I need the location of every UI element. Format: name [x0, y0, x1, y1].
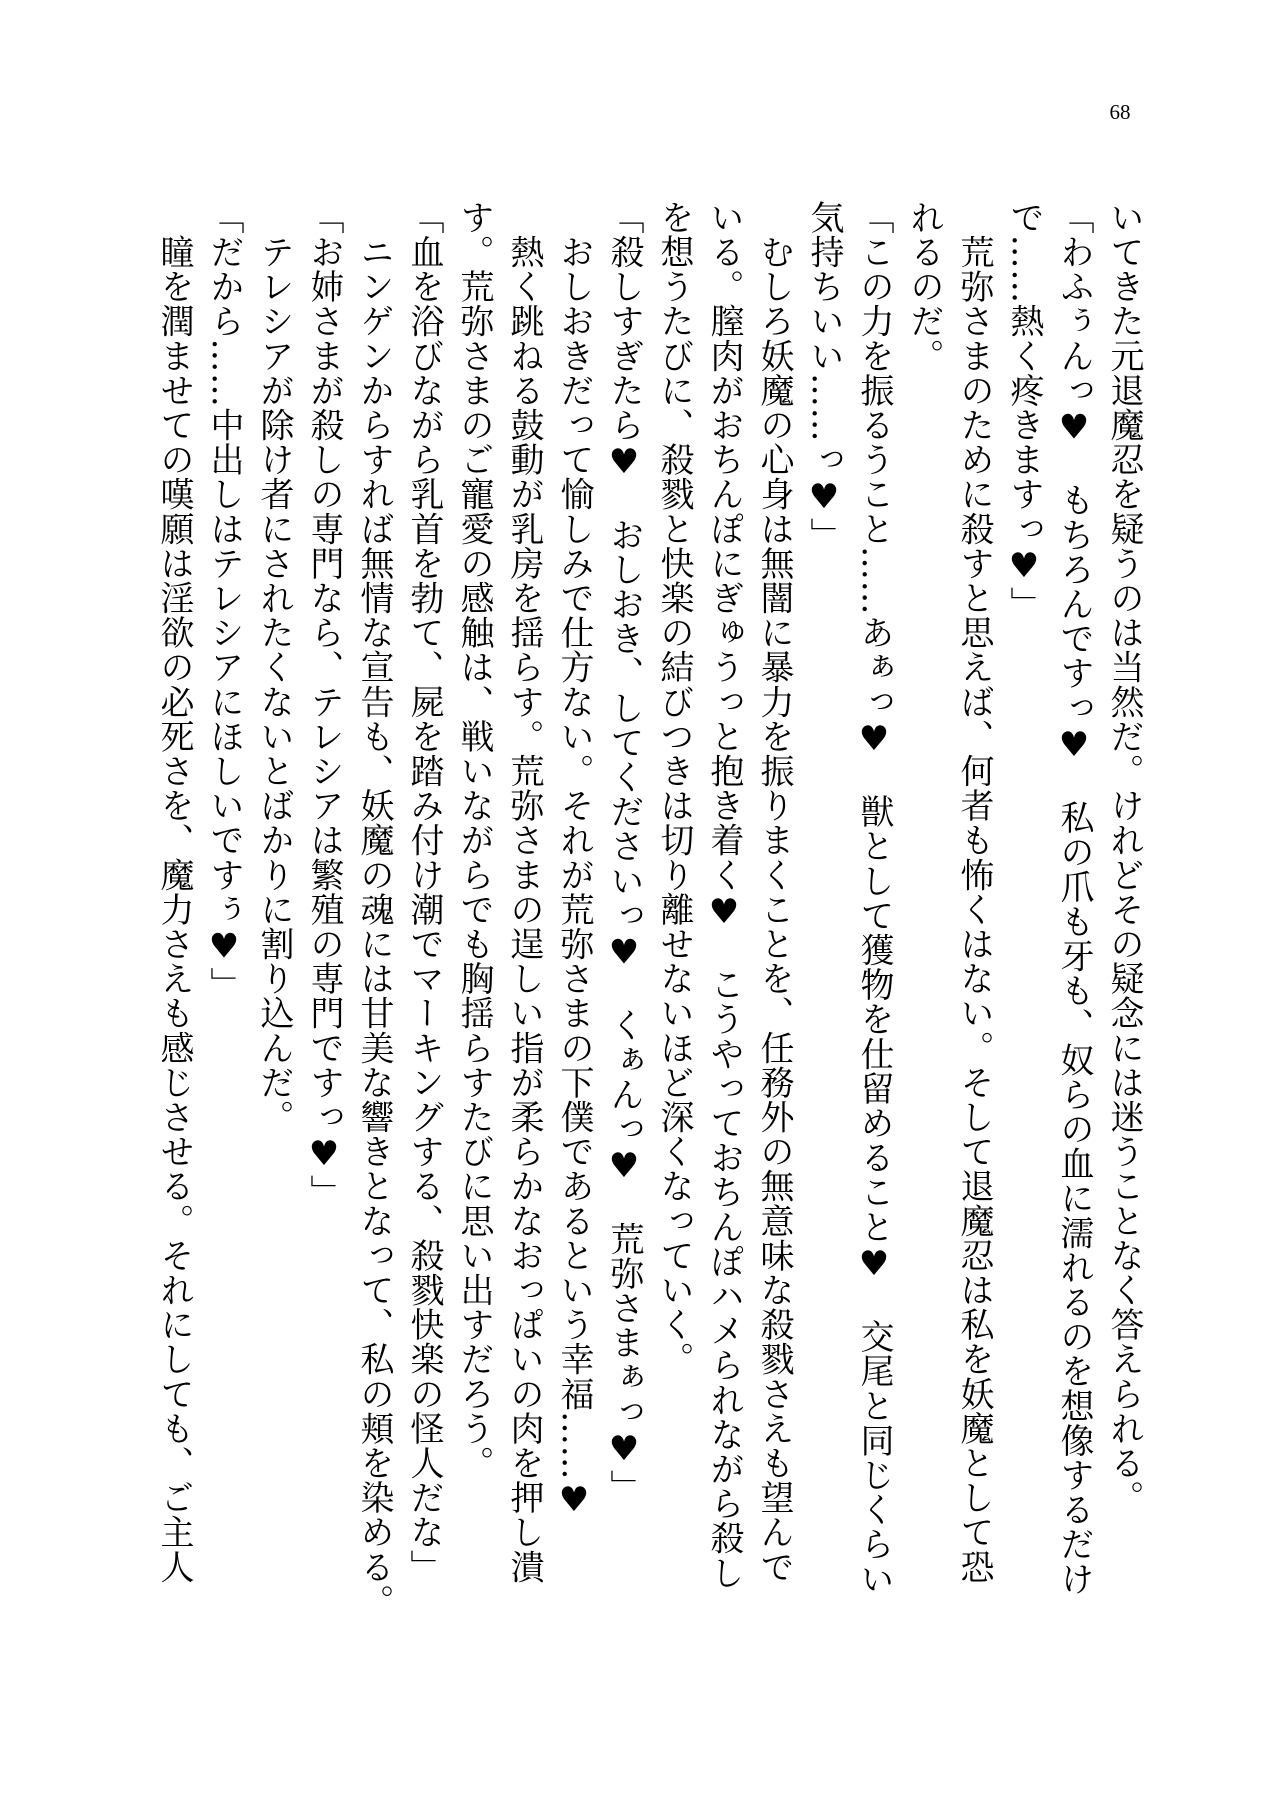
text-line: 「血を浴びながら乳首を勃て、屍を踏み付け潮でマーキングする、殺戮快楽の怪人だな」 [404, 200, 444, 1584]
text-line: 「この力を振るうこと……あぁっ♥ 獣として獲物を仕留めること♥ 交尾と同じくらい [854, 200, 894, 1596]
text-line: で……熱く疼きますっ♥」 [1004, 200, 1044, 622]
text-line: 「だから……中出しはテレシアにほしいですぅ♥」 [204, 200, 244, 1002]
text-line: 荒弥さまのために殺すと思えば、何者も怖くはない。そして退魔忍は私を妖魔として恐 [954, 200, 994, 1584]
text-line: むしろ妖魔の心身は無闇に暴力を振りまくことを、任務外の無意味な殺戮さえも望んで [754, 200, 794, 1584]
text-line: 熱く跳ねる鼓動が乳房を揺らす。荒弥さまの逞しい指が柔らかなおっぱいの肉を押し潰 [504, 200, 544, 1584]
text-line: いてきた元退魔忍を疑うのは当然だ。けれどその疑念には迷うことなく答えられる。 [1104, 200, 1144, 1515]
body-text [149, 200, 1149, 1619]
text-line: いる。膣肉がおちんぽにぎゅうっと抱き着く♥ こうやっておちんぽハメられながら殺し [704, 200, 744, 1590]
text-line: を想うたびに、殺戮と快楽の結びつきは切り離せないほど深くなっていく。 [654, 200, 694, 1377]
text-line: 「殺しすぎたら♥ おしおき、してくださいっ♥ くぁんっ♥ 荒弥さまぁっ♥」 [604, 200, 644, 1505]
text-line: おしおきだって愉しみで仕方ない。それが荒弥さまの下僕であるという幸福……♥ [554, 200, 594, 1521]
text-line: テレシアが除け者にされたくないとばかりに割り込んだ。 [254, 200, 294, 1135]
text-line: す。荒弥さまのご寵愛の感触は、戦いながらでも胸揺らすたびに思い出すだろう。 [454, 200, 494, 1481]
page-number: 68 [1109, 100, 1131, 124]
text-line: 「お姉さまが殺しの専門なら、テレシアは繁殖の専門ですっ♥」 [304, 200, 344, 1210]
text-line: 瞳を潤ませての嘆願は淫欲の必死さを、魔力さえも感じさせる。それにしても、ご主人 [154, 200, 194, 1584]
text-line: ニンゲンからすれば無情な宣告も、妖魔の魂には甘美な響きとなって、私の頬を染める。 [354, 200, 394, 1619]
text-line: 「わふぅんっ♥ もちろんですっ♥ 私の爪も牙も、奴らの血に濡れるのを想像するだけ [1054, 200, 1094, 1596]
text-line: れるのだ。 [904, 200, 944, 373]
text-line: 気持ちいい……っ♥」 [804, 200, 844, 552]
